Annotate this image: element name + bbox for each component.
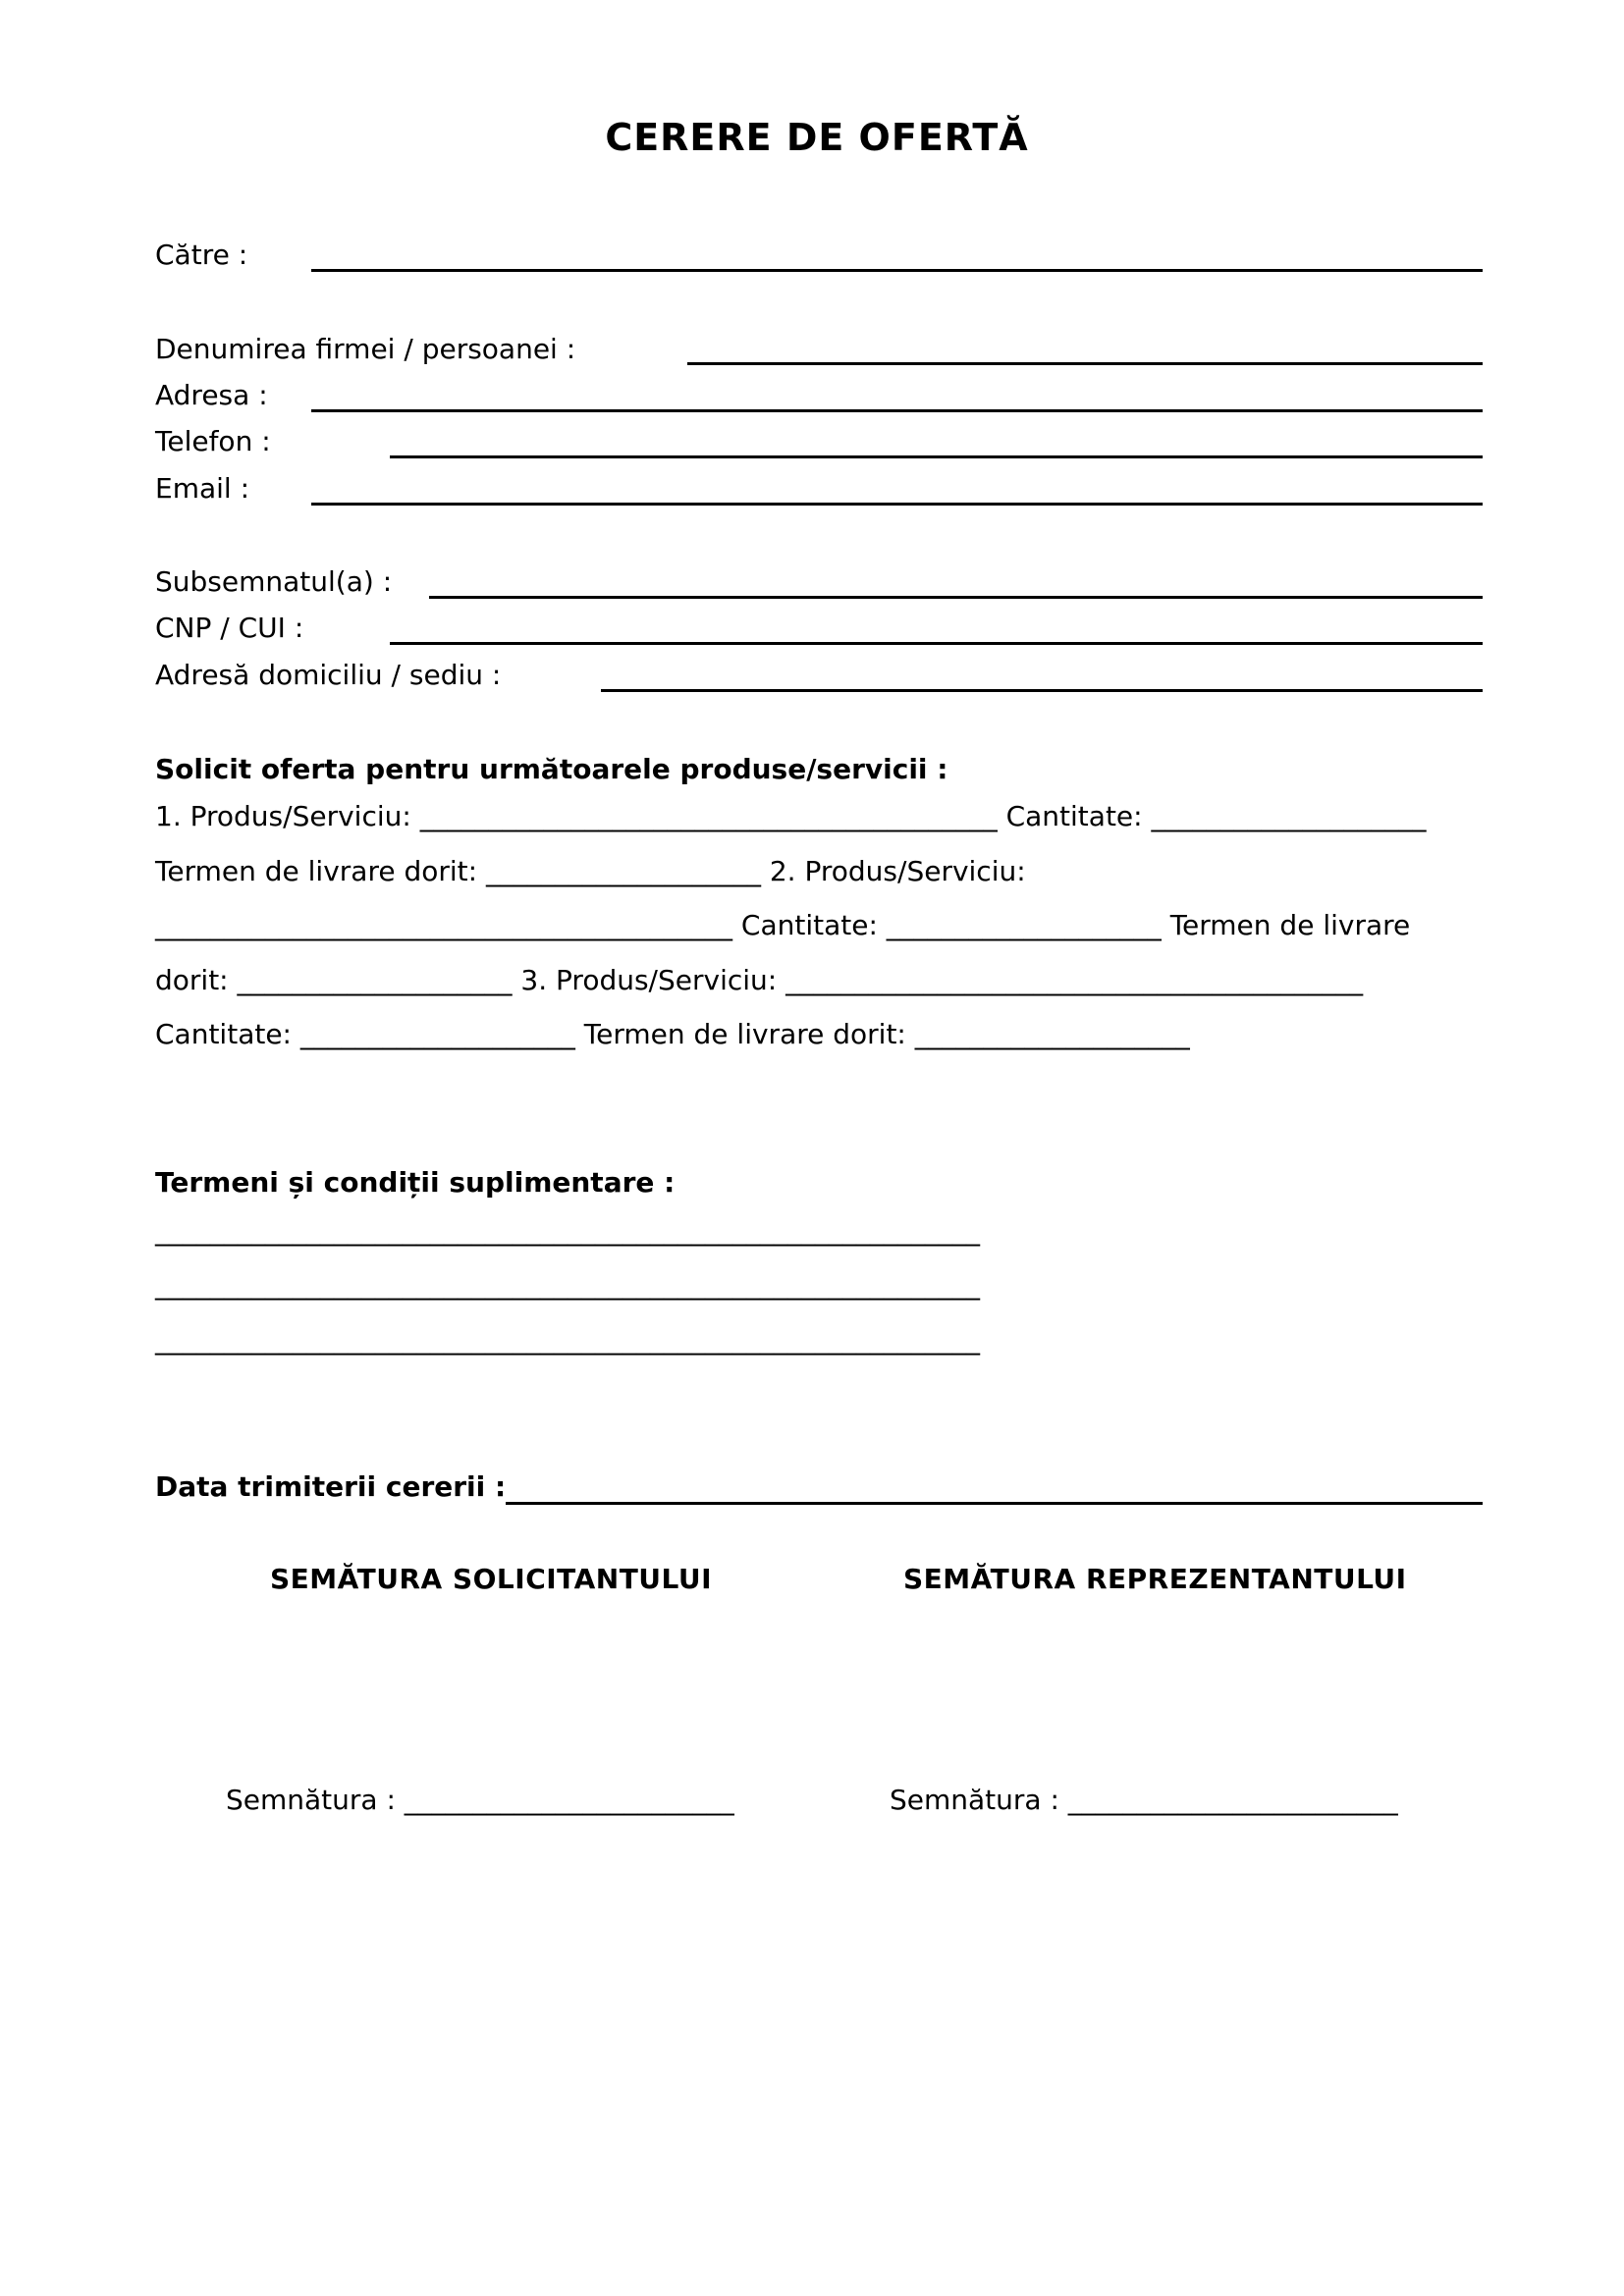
recipient-label: Către : bbox=[155, 239, 248, 271]
terms-line[interactable]: ____________________________________________________________ bbox=[155, 1268, 980, 1301]
company-address-field[interactable] bbox=[311, 409, 1483, 412]
domicile-label: Adresă domiciliu / sediu : bbox=[155, 659, 502, 691]
terms-heading: Termeni și condiții suplimentare : bbox=[155, 1166, 676, 1199]
representative-signature-heading: SEMĂTURA REPREZENTANTULUI bbox=[903, 1563, 1407, 1595]
undersigned-field[interactable] bbox=[429, 596, 1483, 599]
applicant-signature-heading: SEMĂTURA SOLICITANTULUI bbox=[270, 1563, 713, 1595]
request-items[interactable]: 1. Produs/Serviciu: __________________________________________ Cantitate: ____________________ Termen de livrare dorit: ____________________ 2. Produs/Serviciu: __________________________________________ Cantitate: ____________________ Termen de livrare dorit: ____________________ 3. Produs/Serviciu: __________________________________________ Cantitate: ____________________ Termen de livrare dorit: ____________________ bbox=[155, 800, 1435, 1050]
date-label: Data trimiterii cererii : bbox=[155, 1470, 507, 1503]
cnp-label: CNP / CUI : bbox=[155, 612, 304, 644]
company-phone-label: Telefon : bbox=[155, 425, 271, 457]
recipient-field[interactable] bbox=[311, 269, 1483, 272]
applicant-signature-line[interactable]: Semnătura : ________________________ bbox=[226, 1784, 734, 1816]
date-field[interactable] bbox=[506, 1502, 1483, 1505]
company-email-label: Email : bbox=[155, 472, 250, 505]
company-address-label: Adresa : bbox=[155, 379, 268, 411]
request-heading: Solicit oferta pentru următoarele produse/servicii : bbox=[155, 753, 948, 785]
undersigned-label: Subsemnatul(a) : bbox=[155, 565, 393, 598]
company-name-label: Denumirea firmei / persoanei : bbox=[155, 333, 576, 365]
document-title: CERERE DE OFERTĂ bbox=[605, 116, 1029, 159]
domicile-field[interactable] bbox=[601, 689, 1483, 692]
company-name-field[interactable] bbox=[687, 362, 1483, 365]
company-email-field[interactable] bbox=[311, 503, 1483, 506]
cnp-field[interactable] bbox=[390, 642, 1483, 645]
terms-line[interactable]: ____________________________________________________________ bbox=[155, 1323, 980, 1356]
representative-signature-line[interactable]: Semnătura : ________________________ bbox=[890, 1784, 1398, 1816]
company-phone-field[interactable] bbox=[390, 455, 1483, 458]
terms-line[interactable]: ____________________________________________________________ bbox=[155, 1214, 980, 1247]
